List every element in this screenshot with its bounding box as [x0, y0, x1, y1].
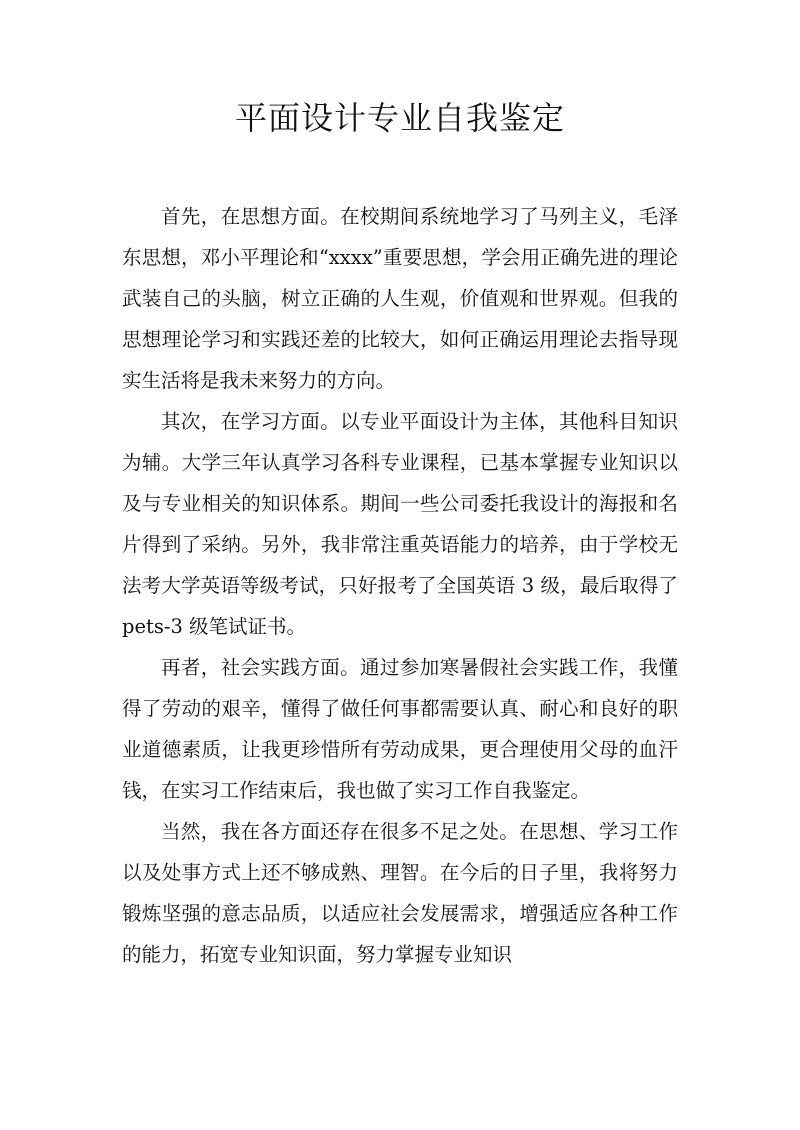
document-body	[122, 196, 678, 975]
paragraph-social-practice: 再者，社会实践方面。通过参加寒暑假社会实践工作，我懂得了劳动的艰辛，懂得了做任何事都需要认真、耐心和良好的职业道德素质，让我更珍惜所有劳动成果，更合理使用父母的血汗钱，在实习工作结束后，我也做了实习工作自我鉴定。	[122, 656, 678, 802]
paragraph-study: 其次，在学习方面。以专业平面设计为主体，其他科目知识为辅。大学三年认真学习各科专业课程，已基本掌握专业知识以及与专业相关的知识体系。期间一些公司委托我设计的海报和名片得到了采纳。另外，我非常注重英语能力的培养，由于学校无法考大学英语等级考试，只好报考了全国英语 3 级，最后取得了 pets-3 级笔试证书。	[122, 410, 678, 638]
paragraph-shortcomings: 当然，我在各方面还存在很多不足之处。在思想、学习工作以及处事方式上还不够成熟、理智。在今后的日子里，我将努力锻炼坚强的意志品质，以适应社会发展需求，增强适应各种工作的能力，拓宽专业知识面，努力掌握专业知识	[122, 820, 678, 966]
document-title: 平面设计专业自我鉴定	[234, 99, 565, 137]
paragraph-ideology: 首先，在思想方面。在校期间系统地学习了马列主义，毛泽东思想，邓小平理论和“xxxx”重要思想，学会用正确先进的理论武装自己的头脑，树立正确的人生观，价值观和世界观。但我的思想理论学习和实践还差的比较大，如何正确运用理论去指导现实生活将是我未来努力的方向。	[122, 205, 678, 392]
